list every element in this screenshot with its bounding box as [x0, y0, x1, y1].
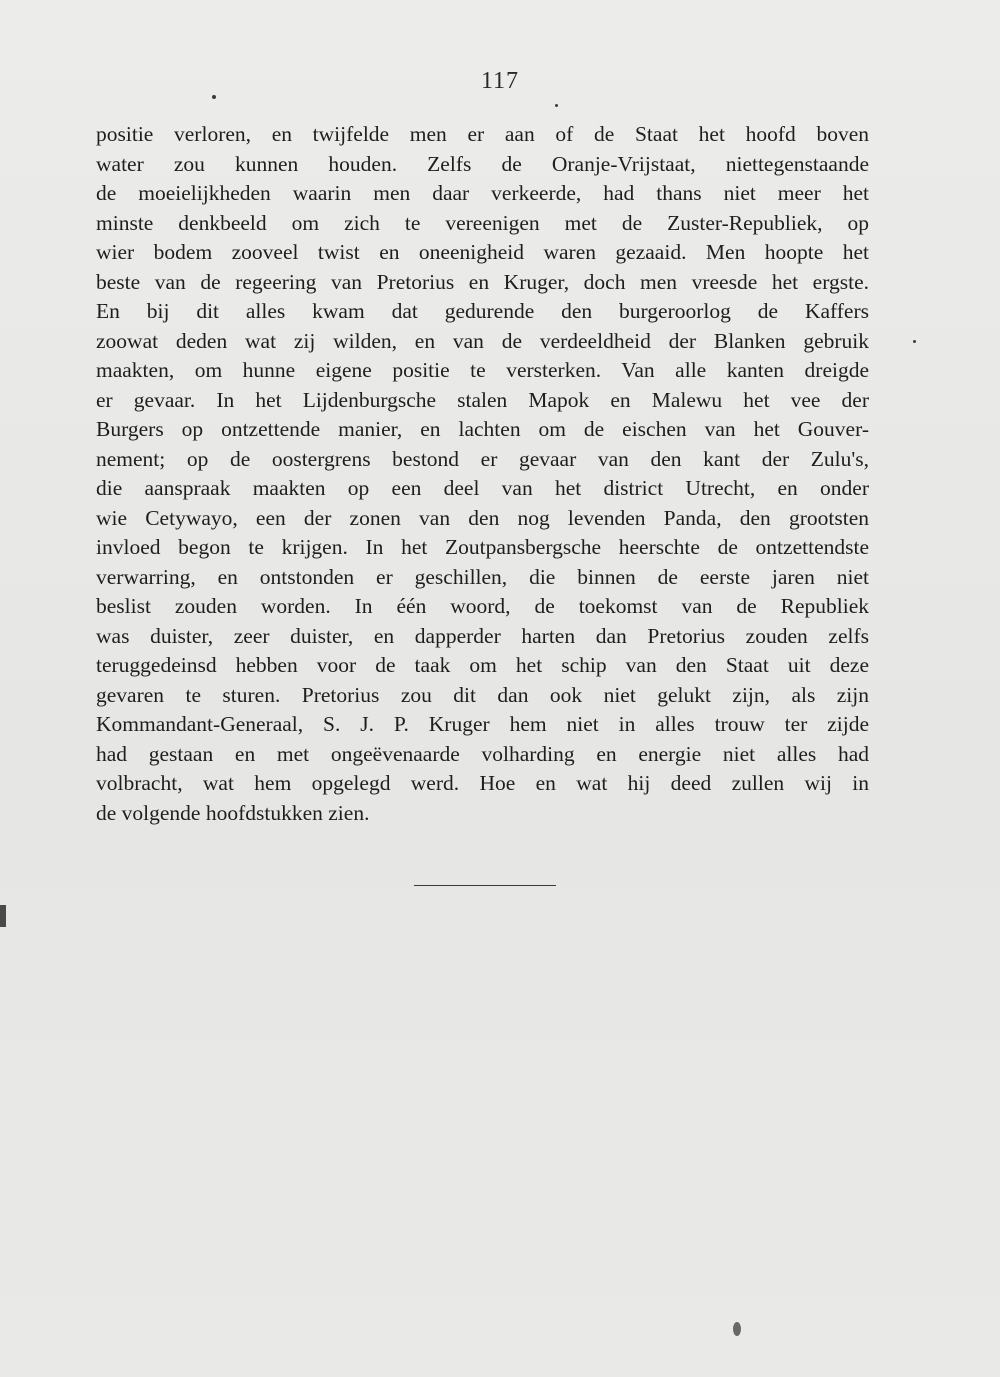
text-line: was duister, zeer duister, en dapperder harten dan Pretorius zouden zelfs	[96, 623, 869, 648]
text-line: beste van de regeering van Pretorius en Kruger, doch men vreesde het ergste.	[96, 269, 869, 294]
text-line: volbracht, wat hem opgelegd werd. Hoe en wat hij deed zullen wij in	[96, 771, 869, 795]
text-line: Burgers op ontzettende manier, en lachten om de eischen van het Gouver-	[96, 417, 869, 441]
text-line: zoowat deden wat zij wilden, en van de verdeeldheid der Blanken gebruik	[96, 328, 869, 353]
text-line: minste denkbeeld om zich te vereenigen met de Zuster-Republiek, op	[96, 210, 869, 235]
text-line: maakten, om hunne eigene positie te versterken. Van alle kanten dreigde	[96, 358, 869, 382]
text-line: gevaren te sturen. Pretorius zou dit dan ook niet gelukt zijn, als zijn	[96, 682, 869, 707]
text-line: er gevaar. In het Lijdenburgsche stalen Mapok en Malewu het vee der	[96, 387, 869, 412]
body-text	[96, 120, 869, 828]
text-line: water zou kunnen houden. Zelfs de Oranje-Vrijstaat, niettegenstaande	[96, 151, 869, 176]
text-line: invloed begon te krijgen. In het Zoutpansbergsche heerschte de ontzettendste	[96, 535, 869, 559]
text-line: En bij dit alles kwam dat gedurende den burgeroorlog de Kaffers	[96, 299, 869, 323]
text-line: teruggedeinsd hebben voor de taak om het schip van den Staat uit deze	[96, 653, 869, 677]
text-line: had gestaan en met ongeëvenaarde volharding en energie niet alles had	[96, 741, 869, 766]
text-line: Kommandant-Generaal, S. J. P. Kruger hem niet in alles trouw ter zijde	[96, 712, 869, 736]
text-line: die aanspraak maakten op een deel van het district Utrecht, en onder	[96, 476, 869, 500]
text-line: positie verloren, en twijfelde men er aan of de Staat het hoofd boven	[96, 122, 869, 146]
text-line: verwarring, en ontstonden er geschillen, die binnen de eerste jaren niet	[96, 564, 869, 589]
section-divider	[414, 885, 556, 886]
text-line: de moeielijkheden waarin men daar verkeerde, had thans niet meer het	[96, 181, 869, 205]
page-speck	[555, 104, 558, 107]
text-line-last: de volgende hoofdstukken zien.	[96, 800, 370, 825]
page-number: 117	[480, 68, 520, 94]
text-line: wier bodem zooveel twist en oneenigheid waren gezaaid. Men hoopte het	[96, 240, 869, 264]
text-line: nement; op de oostergrens bestond er gevaar van den kant der Zulu's,	[96, 446, 869, 471]
scan-edge-mark	[0, 905, 6, 927]
page-speck	[913, 340, 916, 343]
text-line: beslist zouden worden. In één woord, de toekomst van de Republiek	[96, 594, 869, 618]
page-speck	[212, 95, 216, 99]
text-line: wie Cetywayo, een der zonen van den nog levenden Panda, den grootsten	[96, 505, 869, 530]
page-speck	[733, 1322, 741, 1336]
